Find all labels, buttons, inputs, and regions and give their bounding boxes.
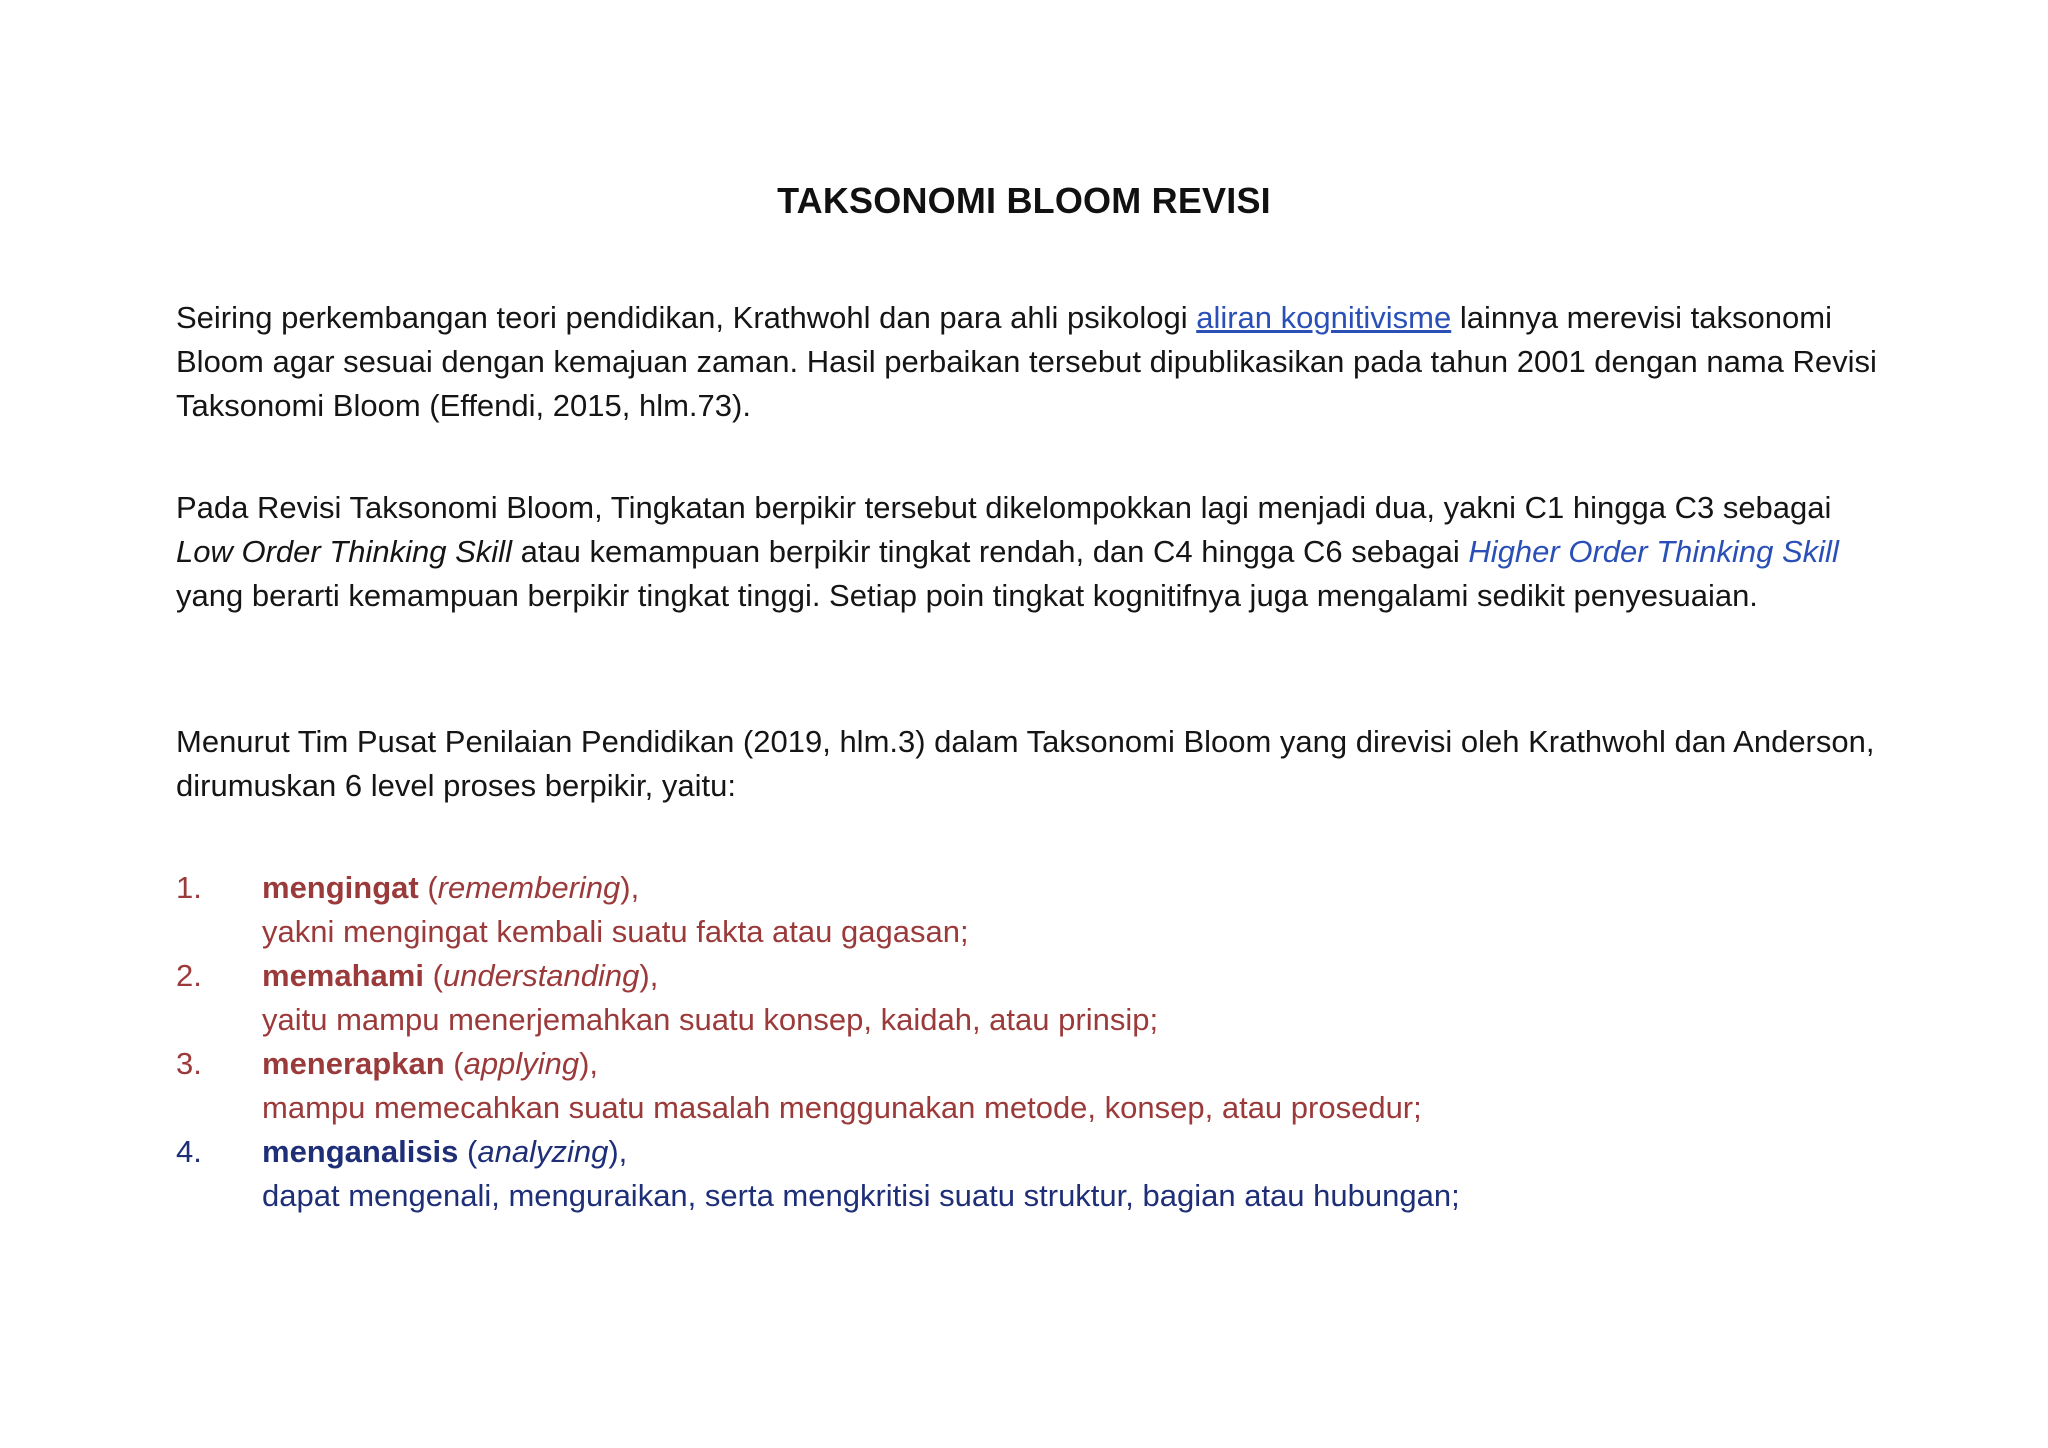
list-item-number: 3. (176, 1046, 202, 1081)
paren-close: ), (620, 870, 640, 905)
paren-close: ), (579, 1046, 598, 1081)
level-heading (262, 866, 1896, 910)
level-english-term: applying (463, 1046, 580, 1081)
paren-open: ( (444, 1046, 464, 1081)
paren-close: ), (608, 1134, 628, 1169)
level-term: memahami (262, 958, 424, 993)
level-term: mengingat (262, 870, 419, 905)
paragraph-intro-text-end: lainnya merevisi taksonomi Bloom agar sesuai dengan kemajuan zaman. Hasil perbaikan tersebut dipublikasikan pada tahun 2001 dengan nama Revisi Taksonomi Bloom (Effendi, 2015, hlm.73). (176, 300, 1877, 423)
level-description: mampu memecahkan suatu masalah menggunakan metode, konsep, atau prosedur; (262, 1090, 1422, 1125)
level-heading (262, 1042, 1896, 1086)
level-english-term: remembering (437, 870, 621, 905)
link-aliran-kognitivisme[interactable]: aliran kognitivisme (1196, 300, 1452, 335)
level-heading (262, 954, 1896, 998)
low-order-thinking-skill-term: Low Order Thinking Skill (176, 534, 512, 569)
paren-open: ( (423, 958, 443, 993)
list-item-level-2 (176, 954, 1896, 1042)
paren-open: ( (418, 870, 438, 905)
level-english-term: analyzing (477, 1134, 609, 1169)
list-item-level-3 (176, 1042, 1896, 1130)
list-item-level-4 (176, 1130, 1896, 1218)
higher-order-thinking-skill-term: Higher Order Thinking Skill (1468, 534, 1839, 569)
level-description: yaitu mampu menerjemahkan suatu konsep, kaidah, atau prinsip; (262, 1002, 1159, 1037)
paren-close: ), (639, 958, 659, 993)
paragraph-thinking-text-2: atau kemampuan berpikir tingkat rendah, dan C4 hingga C6 sebagai (511, 534, 1469, 569)
level-description: dapat mengenali, menguraikan, serta mengkritisi suatu struktur, bagian atau hubungan; (262, 1178, 1460, 1213)
paragraph-intro (176, 296, 1896, 428)
paren-open: ( (458, 1134, 478, 1169)
paragraph-intro-text-start: Seiring perkembangan teori pendidikan, Krathwohl dan para ahli psikologi (176, 300, 1197, 335)
level-english-term: understanding (442, 958, 640, 993)
paragraph-levels-intro: Menurut Tim Pusat Penilaian Pendidikan (2019, hlm.3) dalam Taksonomi Bloom yang direvisi oleh Krathwohl dan Anderson, dirumuskan 6 level proses berpikir, yaitu: (176, 724, 1875, 803)
level-description: yakni mengingat kembali suatu fakta atau gagasan; (262, 914, 969, 949)
paragraph-thinking-text-3: yang berarti kemampuan berpikir tingkat tinggi. Setiap poin tingkat kognitifnya juga mengalami sedikit penyesuaian. (176, 578, 1758, 613)
list-item-number: 2. (176, 958, 202, 993)
level-term: menerapkan (262, 1046, 445, 1081)
list-item-number: 1. (176, 870, 202, 905)
paragraph-thinking-text-1: Pada Revisi Taksonomi Bloom, Tingkatan berpikir tersebut dikelompokkan lagi menjadi dua, yakni C1 hingga C3 sebagai (176, 490, 1832, 525)
document-title: TAKSONOMI BLOOM REVISI (777, 180, 1271, 221)
cognitive-levels-list (176, 866, 1896, 1218)
list-item-number: 4. (176, 1134, 202, 1169)
list-item-level-1 (176, 866, 1896, 954)
level-term: menganalisis (262, 1134, 459, 1169)
level-heading (262, 1130, 1896, 1174)
paragraph-thinking-skills (176, 486, 1896, 618)
